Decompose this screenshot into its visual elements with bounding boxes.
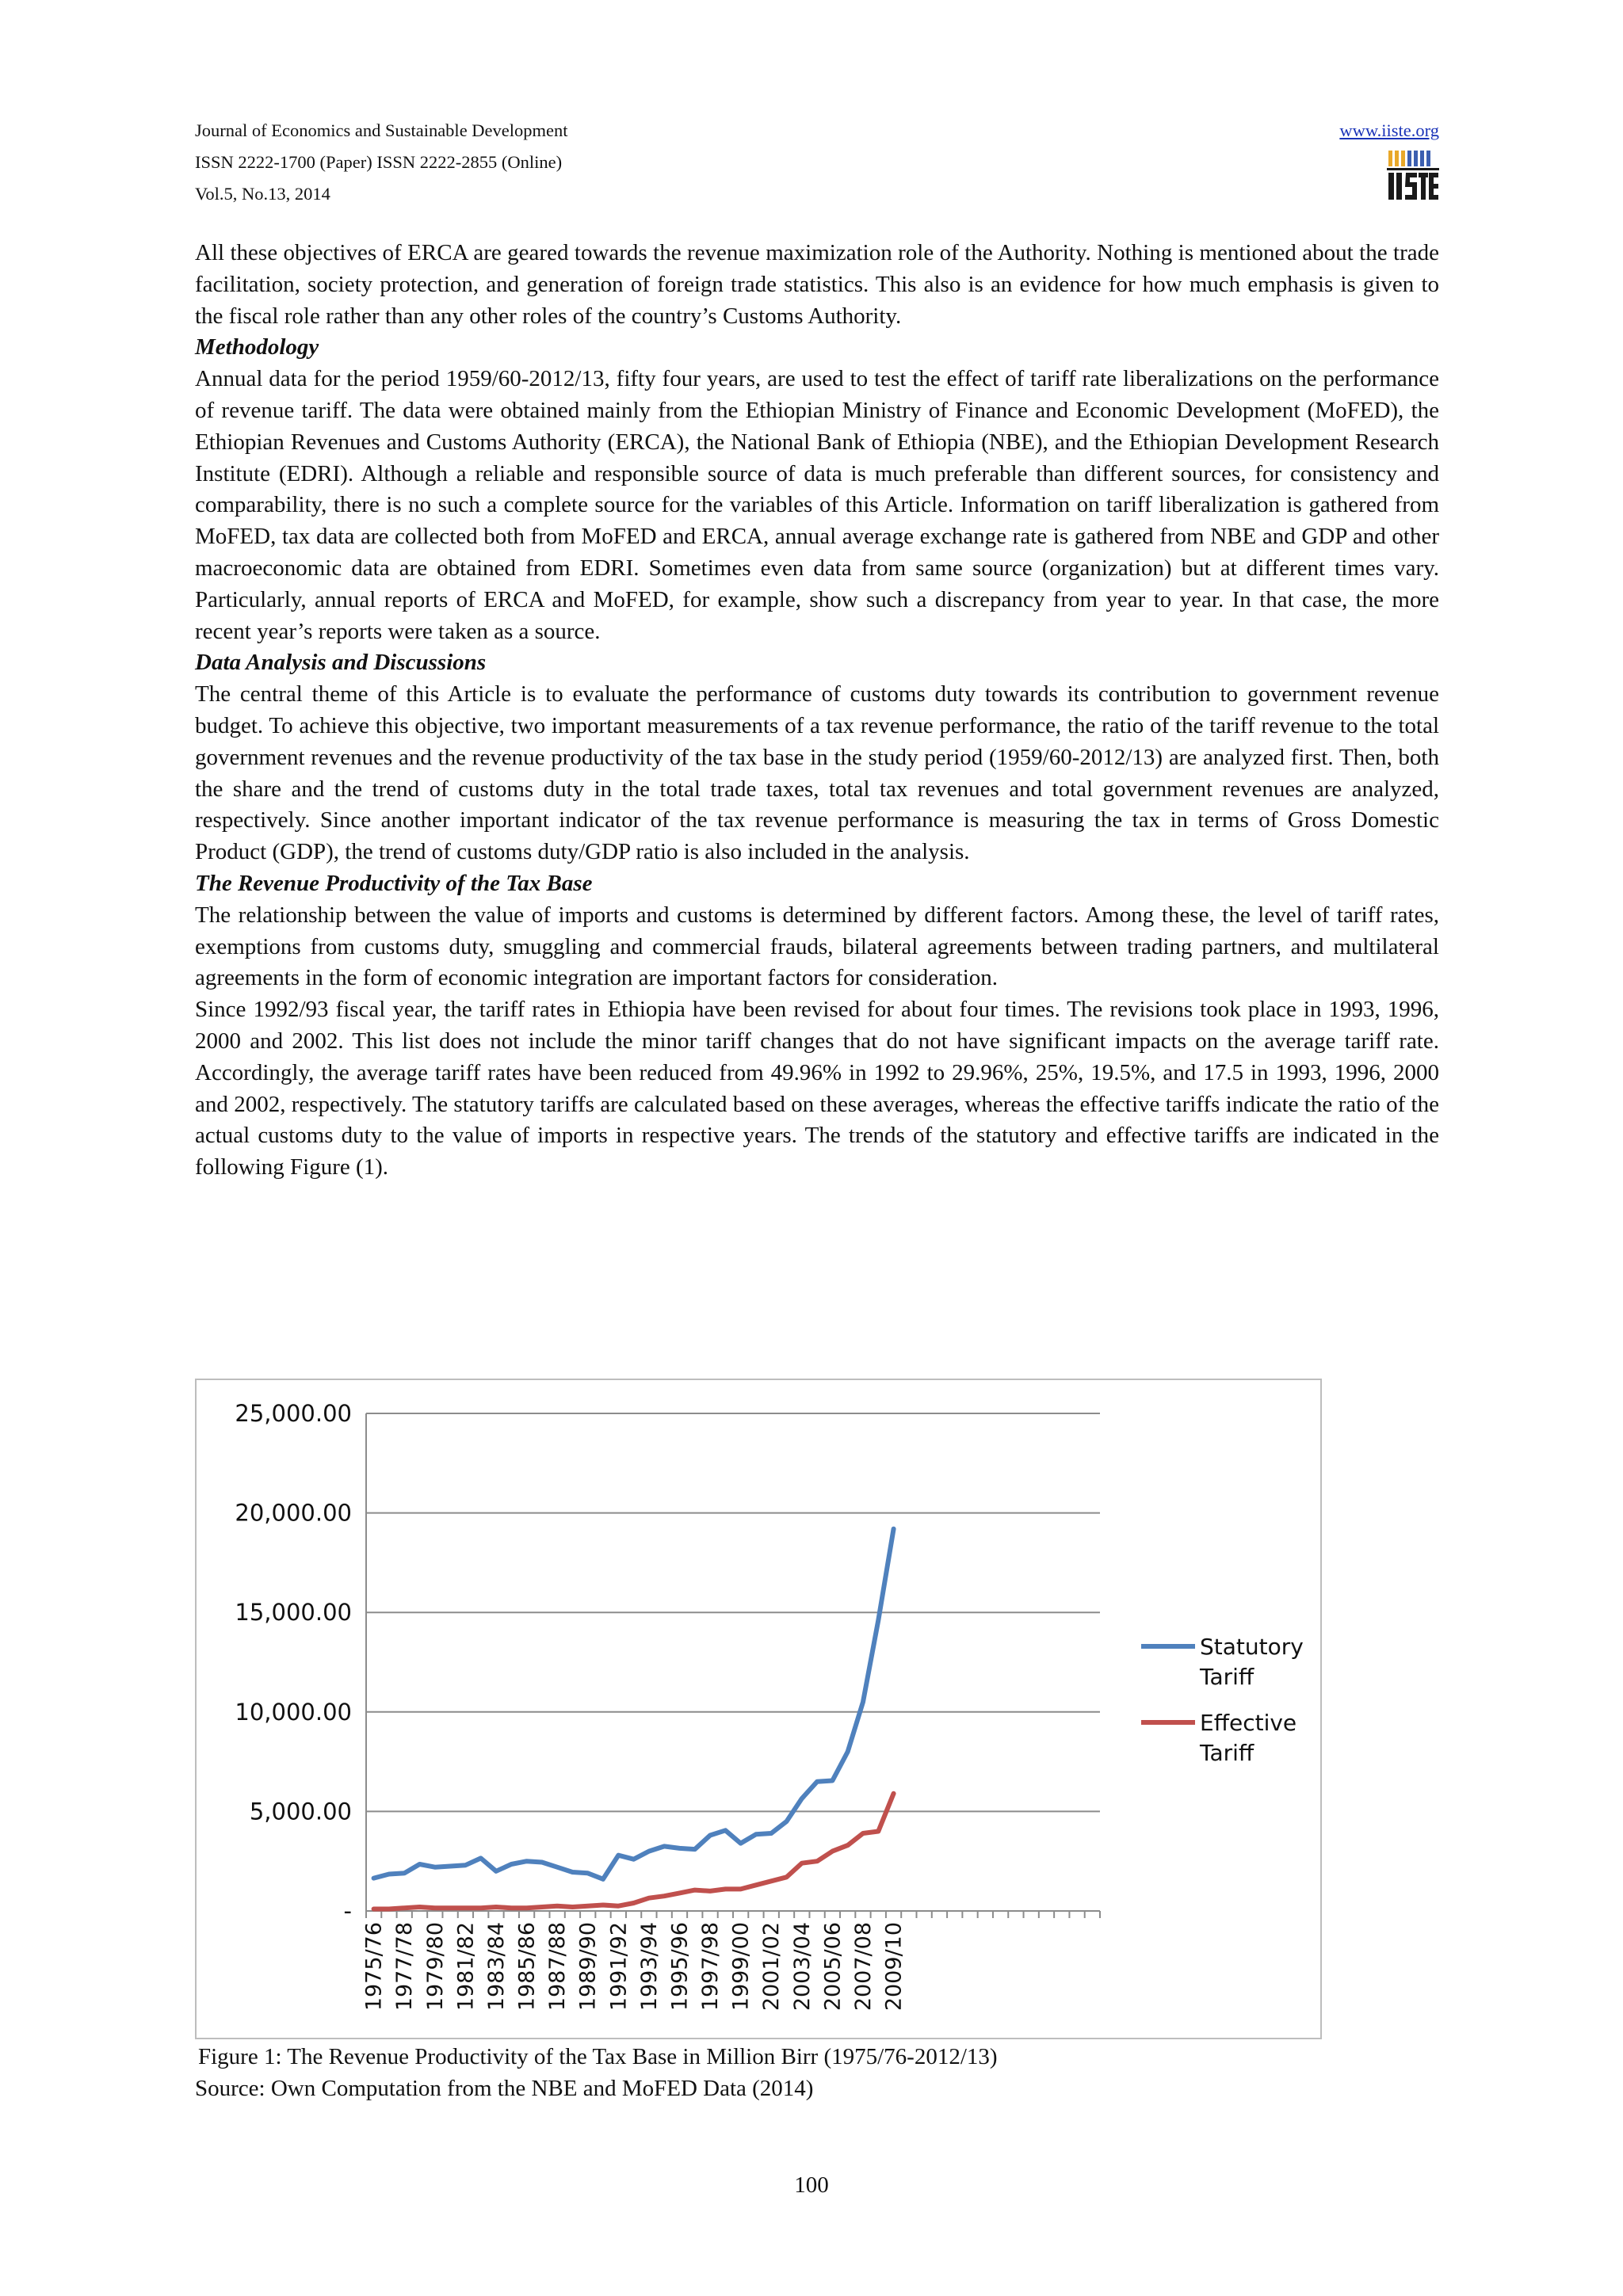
x-tick-label: 2009/10	[881, 1922, 907, 2012]
paragraph: The relationship between the value of imports and customs is determined by different factors. Among these, the level of tariff rates, exemptions from customs duty, smuggling and commercial frauds, bilateral agreements between trading partners, and multilateral agreements in the form of economic integration are important factors for consideration.	[195, 902, 1439, 991]
section-heading-productivity: The Revenue Productivity of the Tax Base	[195, 870, 593, 896]
figure-caption: Figure 1: The Revenue Productivity of the Tax Base in Million Birr (1975/76-2012/13)	[198, 2044, 998, 2069]
figure-1-chart	[195, 1379, 1322, 2039]
x-tick-label: 1987/88	[545, 1922, 571, 2012]
figure-source: Source: Own Computation from the NBE and MoFED Data (2014)	[195, 2076, 814, 2101]
journal-issn: ISSN 2222-1700 (Paper) ISSN 2222-2855 (Online)	[195, 152, 563, 172]
y-tick-label: 25,000.00	[235, 1400, 352, 1427]
legend-label: Effective Tariff	[1200, 1710, 1297, 1766]
paragraph: Annual data for the period 1959/60-2012/13, fifty four years, are used to test the effect of tariff rate liberalizations on the performance of revenue tariff. The data were obtained mainly from the Ethiopian Ministry of Finance and Economic Development (MoFED), the Ethiopian Revenues and Customs Authority (ERCA), the National Bank of Ethiopia (NBE), and the Ethiopian Development Research Institute (EDRI). Although a reliable and responsible source of data is much preferable than different sources, for consistency and comparability, there is no such a complete source for the variables of this Article. Information on tariff liberalization is gathered from MoFED, tax data are collected both from MoFED and ERCA, annual average exchange rate is gathered from NBE and GDP and other macroeconomic data are obtained from EDRI. Sometimes even data from same source (organization) but at different times vary. Particularly, annual reports of ERCA and MoFED, for example, show such a discrepancy from year to year. In that case, the more recent year’s reports were taken as a source.	[195, 366, 1439, 644]
x-tick-label: 1993/94	[636, 1922, 662, 2012]
journal-volume: Vol.5, No.13, 2014	[195, 184, 330, 204]
section-heading-methodology: Methodology	[195, 334, 319, 360]
paragraph: All these objectives of ERCA are geared towards the revenue maximization role of the Authority. Nothing is mentioned about the trade facilitation, society protection, and generation of foreign trade statistics. This also is an evidence for how much emphasis is given to the fiscal role rather than any other roles of the country’s Customs Authority.	[195, 240, 1439, 329]
x-tick-label: 1985/86	[514, 1922, 540, 2012]
paragraph: The central theme of this Article is to evaluate the performance of customs duty towards its contribution to government revenue budget. To achieve this objective, two important measurements of a tax revenue performance, the ratio of the tariff revenue to the total government revenues and the revenue productivity of the tax base in the study period (1959/60-2012/13) are analyzed first. Then, both the share and the trend of customs duty in the total trade taxes, total tax revenues and total government revenues are analyzed, respectively. Since another important indicator of the tax revenue performance is measuring the tax in terms of Gross Domestic Product (GDP), the trend of customs duty/GDP ratio is also included in the analysis.	[195, 681, 1439, 865]
x-tick-label: 1999/00	[728, 1922, 754, 2012]
x-tick-label: 1983/84	[483, 1922, 509, 2012]
x-tick-label: 1997/98	[698, 1922, 724, 2012]
x-tick-label: 1991/92	[606, 1922, 632, 2012]
x-tick-label: 1981/82	[453, 1922, 479, 2012]
iiste-logo	[1387, 149, 1439, 201]
series-line-statutory-tariff	[374, 1529, 894, 1879]
paragraph: Since 1992/93 fiscal year, the tariff rates in Ethiopia have been revised for about four times. The revisions took place in 1993, 1996, 2000 and 2002. This list does not include the minor tariff changes that do not have significant impacts on the average tariff rate. Accordingly, the average tariff rates have been reduced from 49.96% in 1992 to 29.96%, 25%, 19.5%, and 17.5 in 1993, 1996, 2000 and 2002, respectively. The statutory tariffs are calculated based on these averages, whereas the effective tariffs indicate the ratio of the actual customs duty to the value of imports in respective years. The trends of the statutory and effective tariffs are indicated in the following Figure (1).	[195, 997, 1439, 1180]
journal-header	[195, 115, 568, 210]
line-chart	[197, 1380, 1323, 2041]
y-tick-label: -	[343, 1897, 352, 1924]
x-tick-label: 1995/96	[667, 1922, 693, 2012]
y-tick-label: 10,000.00	[235, 1698, 352, 1726]
website-link[interactable]: www.iiste.org	[1339, 120, 1439, 140]
y-tick-label: 5,000.00	[249, 1798, 352, 1825]
legend-label: Statutory Tariff	[1200, 1634, 1304, 1690]
article-body	[195, 238, 1439, 1184]
x-tick-label: 1975/76	[361, 1922, 387, 2012]
x-tick-label: 2001/02	[759, 1922, 785, 2012]
section-heading-analysis: Data Analysis and Discussions	[195, 650, 487, 676]
y-tick-label: 20,000.00	[235, 1499, 352, 1527]
x-tick-label: 1989/90	[575, 1922, 601, 2012]
y-tick-label: 15,000.00	[235, 1599, 352, 1627]
x-tick-label: 2005/06	[820, 1922, 846, 2012]
page-number: 100	[794, 2172, 829, 2198]
x-tick-label: 2003/04	[789, 1922, 815, 2012]
x-tick-label: 1977/78	[392, 1922, 418, 2012]
x-tick-label: 2007/08	[850, 1922, 876, 2012]
journal-title: Journal of Economics and Sustainable Development	[195, 120, 568, 140]
x-tick-label: 1979/80	[422, 1922, 448, 2012]
